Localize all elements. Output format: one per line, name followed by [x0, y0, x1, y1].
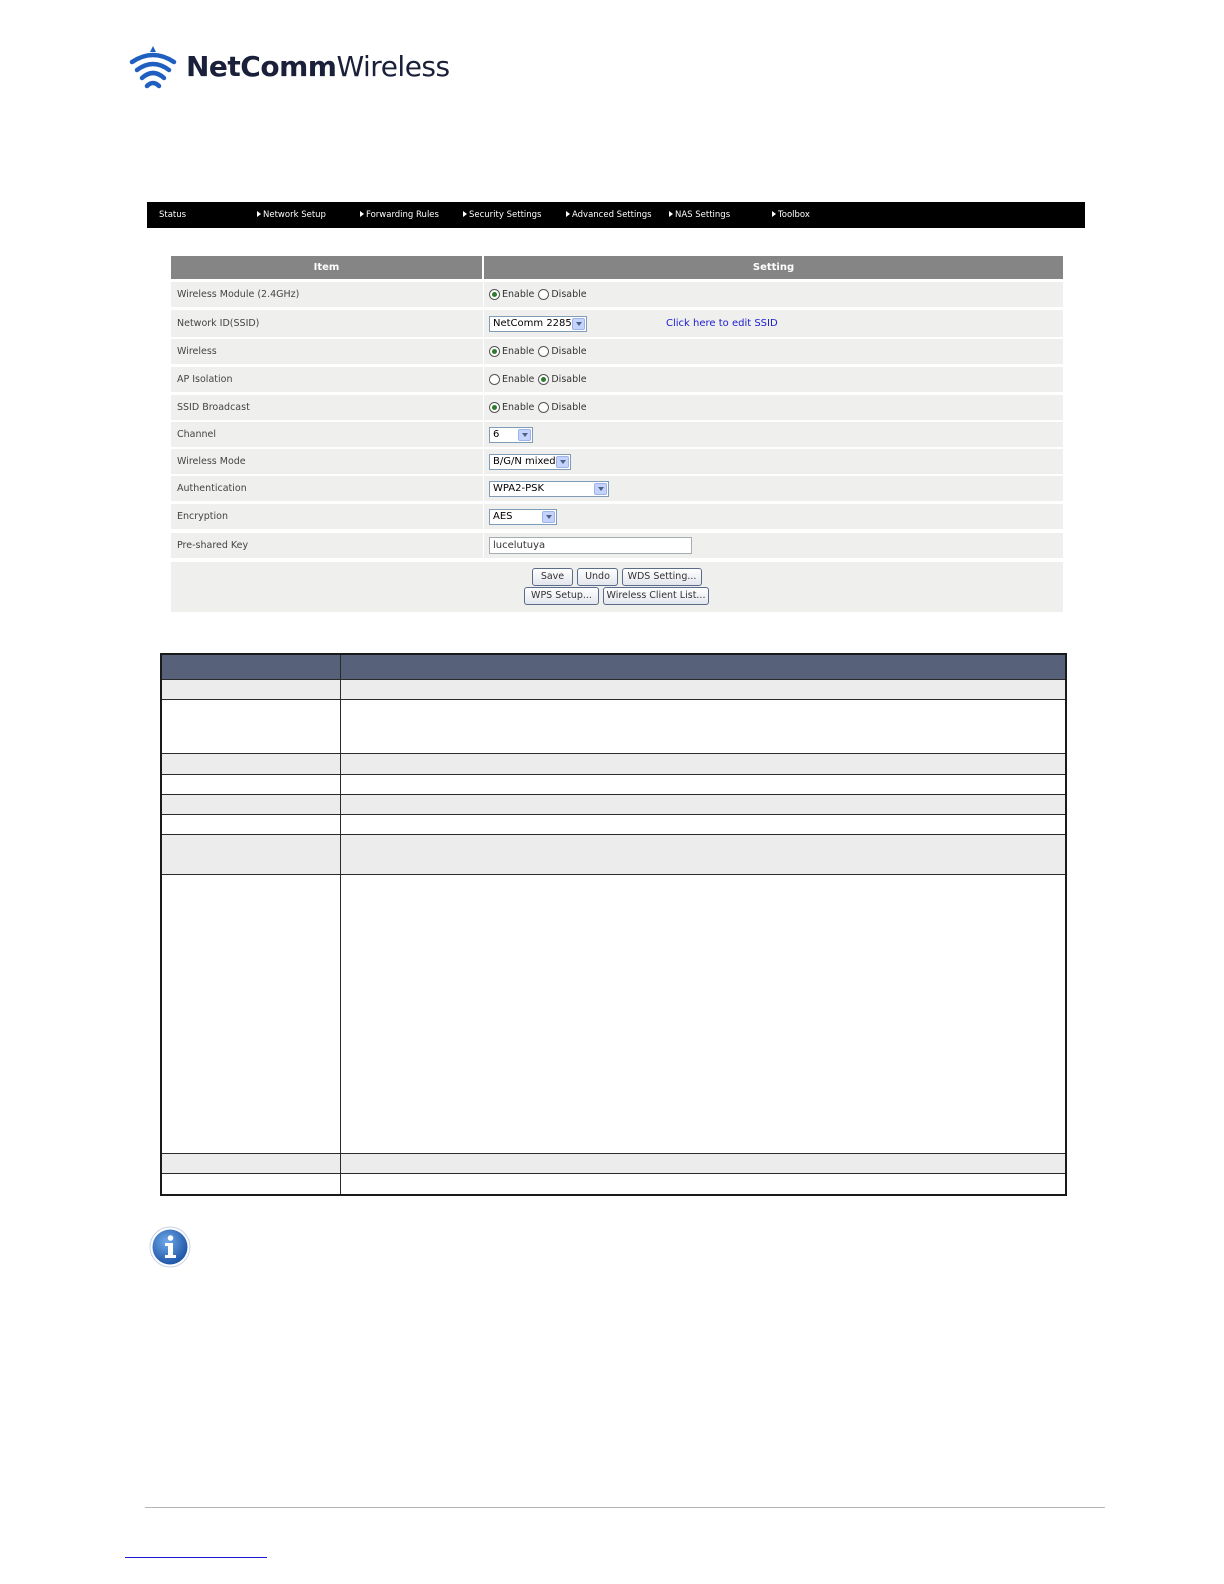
desc-table-row	[162, 1154, 1065, 1174]
wps-setup-button[interactable]: WPS Setup...	[524, 587, 599, 605]
wireless-enable-radio[interactable]	[489, 346, 500, 357]
encryption-select-value: AES	[493, 510, 513, 522]
column-header-setting: Setting	[484, 256, 1063, 279]
chevron-down-icon	[556, 456, 569, 468]
ssid-broadcast-label: SSID Broadcast	[177, 402, 250, 413]
wds-setting-button[interactable]: WDS Setting...	[622, 568, 702, 586]
triangle-right-icon	[360, 211, 364, 217]
row-pre-shared-key	[171, 533, 1063, 558]
column-header-item: Item	[171, 256, 482, 279]
authentication-select-value: WPA2-PSK	[493, 482, 545, 494]
brand-name-regular: Wireless	[336, 50, 450, 83]
triangle-right-icon	[463, 211, 467, 217]
desc-table-row	[162, 680, 1065, 700]
enable-label: Enable	[502, 289, 535, 300]
triangle-right-icon	[772, 211, 776, 217]
nav-advanced-settings[interactable]	[566, 202, 652, 228]
wireless-label: Wireless	[177, 346, 217, 357]
desc-table-column-divider	[340, 655, 341, 1194]
disable-label: Disable	[551, 402, 587, 413]
save-button[interactable]: Save	[532, 568, 573, 586]
channel-select[interactable]	[489, 427, 533, 443]
row-ssid-broadcast	[171, 395, 1063, 420]
authentication-select[interactable]	[489, 481, 609, 497]
network-id-label: Network ID(SSID)	[177, 318, 260, 329]
desc-table-row	[162, 700, 1065, 754]
main-navigation-bar	[147, 202, 1085, 228]
description-table	[160, 653, 1067, 1196]
wireless-mode-select[interactable]	[489, 454, 571, 470]
row-authentication	[171, 476, 1063, 501]
ssid-select-value: NetComm 2285	[493, 317, 572, 329]
disable-label: Disable	[551, 346, 587, 357]
wireless-module-label: Wireless Module (2.4GHz)	[177, 289, 300, 300]
wireless-module-enable-radio[interactable]	[489, 289, 500, 300]
ssid-broadcast-enable-radio[interactable]	[489, 402, 500, 413]
brand-name-bold: NetComm	[186, 50, 337, 83]
row-wireless-module	[171, 282, 1063, 307]
wireless-radio-group	[489, 339, 591, 364]
encryption-select[interactable]	[489, 509, 557, 525]
chevron-down-icon	[518, 429, 531, 441]
wireless-client-list-button[interactable]: Wireless Client List...	[603, 587, 709, 605]
desc-table-row	[162, 775, 1065, 795]
nav-forwarding-rules[interactable]	[360, 202, 439, 228]
desc-table-row	[162, 875, 1065, 1154]
encryption-label: Encryption	[177, 511, 229, 522]
row-network-id	[171, 310, 1063, 337]
ssid-broadcast-disable-radio[interactable]	[538, 402, 549, 413]
undo-button[interactable]: Undo	[577, 568, 618, 586]
ssid-select[interactable]	[489, 316, 587, 332]
nav-advanced-settings-label: Advanced Settings	[572, 210, 652, 220]
desc-table-header	[162, 655, 1065, 680]
nav-network-setup[interactable]	[257, 202, 326, 228]
edit-ssid-link[interactable]: Click here to edit SSID	[666, 318, 778, 329]
footer-divider	[145, 1507, 1105, 1508]
pre-shared-key-label: Pre-shared Key	[177, 540, 249, 551]
row-encryption	[171, 504, 1063, 529]
authentication-label: Authentication	[177, 483, 247, 494]
wireless-module-disable-radio[interactable]	[538, 289, 549, 300]
desc-table-row	[162, 1174, 1065, 1194]
disable-label: Disable	[551, 374, 587, 385]
triangle-right-icon	[257, 211, 261, 217]
row-channel	[171, 422, 1063, 447]
wireless-mode-label: Wireless Mode	[177, 456, 246, 467]
wireless-module-radio-group	[489, 282, 591, 307]
disable-label: Disable	[551, 289, 587, 300]
wireless-disable-radio[interactable]	[538, 346, 549, 357]
row-wireless	[171, 339, 1063, 364]
nav-toolbox[interactable]	[772, 202, 810, 228]
nav-nas-settings-label: NAS Settings	[675, 210, 731, 220]
desc-table-row	[162, 815, 1065, 835]
desc-table-row	[162, 835, 1065, 875]
ap-isolation-radio-group	[489, 367, 591, 392]
chevron-down-icon	[542, 511, 555, 523]
nav-security-settings[interactable]	[463, 202, 541, 228]
wifi-signal-icon	[128, 44, 178, 90]
enable-label: Enable	[502, 402, 535, 413]
ssid-broadcast-radio-group	[489, 395, 591, 420]
desc-table-row	[162, 754, 1065, 775]
pre-shared-key-input[interactable]: lucelutuya	[489, 537, 692, 554]
footer-link-underline[interactable]	[125, 1557, 267, 1558]
nav-forwarding-rules-label: Forwarding Rules	[366, 210, 439, 220]
channel-select-value: 6	[493, 428, 500, 440]
triangle-right-icon	[669, 211, 673, 217]
nav-nas-settings[interactable]	[669, 202, 730, 228]
netcomm-logo	[128, 42, 450, 92]
ap-isolation-disable-radio[interactable]	[538, 374, 549, 385]
enable-label: Enable	[502, 346, 535, 357]
row-wireless-mode	[171, 449, 1063, 474]
nav-security-settings-label: Security Settings	[469, 210, 542, 220]
channel-label: Channel	[177, 429, 217, 440]
ap-isolation-label: AP Isolation	[177, 374, 233, 385]
ap-isolation-enable-radio[interactable]	[489, 374, 500, 385]
nav-status[interactable]	[159, 202, 186, 228]
triangle-right-icon	[566, 211, 570, 217]
nav-toolbox-label: Toolbox	[778, 210, 810, 220]
enable-label: Enable	[502, 374, 535, 385]
chevron-down-icon	[572, 318, 585, 330]
desc-table-row	[162, 795, 1065, 815]
info-icon	[149, 1226, 191, 1268]
wireless-mode-select-value: B/G/N mixed	[493, 455, 556, 467]
brand-name	[186, 42, 450, 92]
chevron-down-icon	[594, 483, 607, 495]
nav-network-setup-label: Network Setup	[263, 210, 326, 220]
action-buttons-area	[171, 562, 1063, 612]
nav-status-label: Status	[159, 210, 187, 220]
row-ap-isolation	[171, 367, 1063, 392]
